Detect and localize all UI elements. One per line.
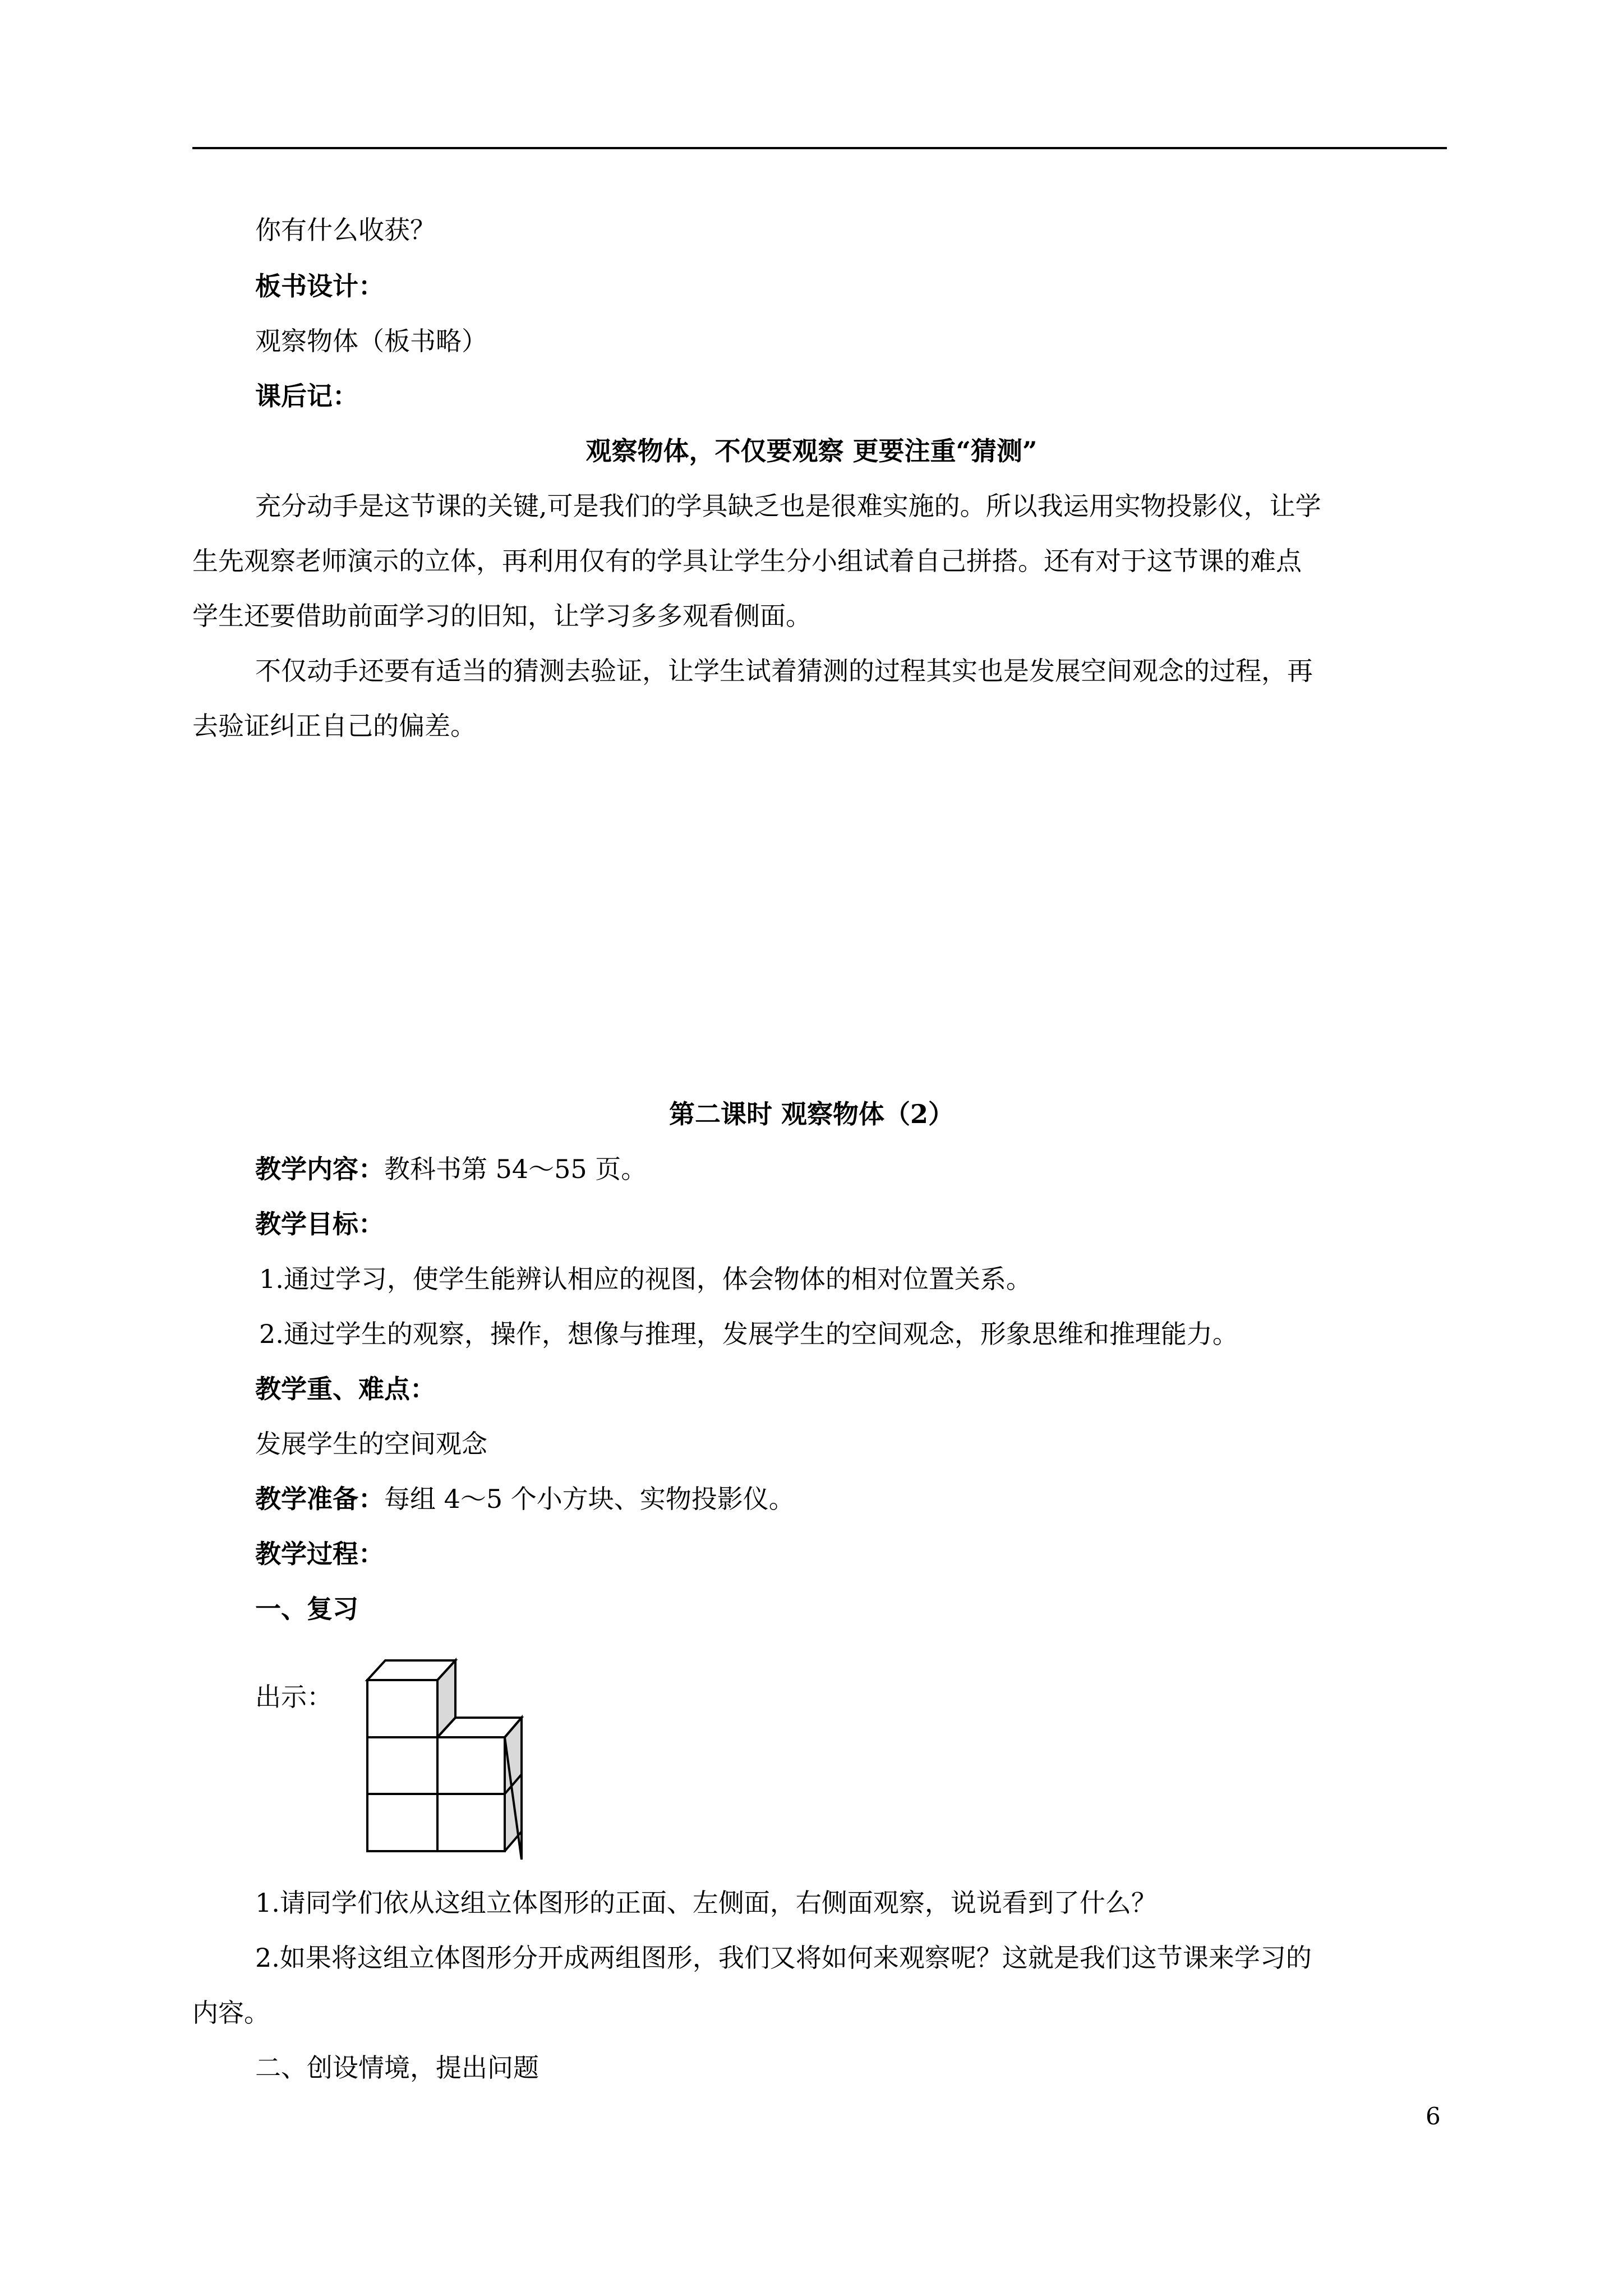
teaching-content bbox=[255, 1152, 647, 1186]
reflection-para1-line2: 生先观察老师演示的立体，再利用仅有的学具让学生分小组试着自己拼搭。还有对于这节课的难点 bbox=[192, 546, 1302, 576]
key-difficulty-value: 发展学生的空间观念 bbox=[255, 1429, 487, 1459]
reflection-para1-line1: 充分动手是这节课的关键,可是我们的学具缺乏也是很难实施的。所以我运用实物投影仪，让学 bbox=[255, 491, 1321, 521]
reflection-title: 观察物体，不仅要观察 更要注重“猜测” bbox=[585, 436, 1038, 466]
board-design-label: 板书设计： bbox=[255, 271, 384, 301]
reflection-para1-line3: 学生还要借助前面学习的旧知，让学习多多观看侧面。 bbox=[192, 601, 811, 631]
review-heading: 一、复习 bbox=[255, 1594, 358, 1624]
lesson2-title: 第二课时 观察物体（2） bbox=[668, 1099, 955, 1129]
cube-stack-figure bbox=[365, 1658, 533, 1860]
teaching-content-value: 教科书第 54～55 页。 bbox=[384, 1154, 647, 1184]
after-class-label: 课后记： bbox=[255, 381, 358, 411]
question-1: 1.请同学们依从这组立体图形的正面、左侧面，右侧面观察，说说看到了什么？ bbox=[255, 1888, 1157, 1918]
teaching-goal-2: 2.通过学生的观察，操作，想像与推理，发展学生的空间观念，形象思维和推理能力。 bbox=[259, 1319, 1238, 1349]
header-rule bbox=[192, 147, 1447, 149]
teaching-goal-1: 1.通过学习，使学生能辨认相应的视图，体会物体的相对位置关系。 bbox=[259, 1264, 1032, 1294]
question-2-line1: 2.如果将这组立体图形分开成两组图形，我们又将如何来观察呢？这就是我们这节课来学习的 bbox=[255, 1943, 1312, 1973]
reflection-para2-line2: 去验证纠正自己的偏差。 bbox=[192, 711, 476, 741]
page-number: 6 bbox=[1426, 2102, 1441, 2130]
reflection-para2-line1: 不仅动手还要有适当的猜测去验证，让学生试着猜测的过程其实也是发展空间观念的过程，再 bbox=[255, 656, 1313, 686]
teaching-prep-value: 每组 4～5 个小方块、实物投影仪。 bbox=[384, 1484, 795, 1514]
teaching-prep-label: 教学准备： bbox=[255, 1484, 384, 1514]
teaching-content-label: 教学内容： bbox=[255, 1154, 384, 1184]
step2-heading: 二、创设情境，提出问题 bbox=[255, 2053, 539, 2083]
show-label: 出示： bbox=[255, 1682, 333, 1712]
key-difficulty-label: 教学重、难点： bbox=[255, 1374, 436, 1404]
harvest-question: 你有什么收获？ bbox=[255, 215, 436, 245]
teaching-goal-label: 教学目标： bbox=[255, 1209, 384, 1239]
board-design-content: 观察物体（板书略） bbox=[255, 326, 487, 356]
question-2-line2: 内容。 bbox=[192, 1998, 270, 2028]
teaching-prep bbox=[255, 1482, 795, 1516]
teaching-process-label: 教学过程： bbox=[255, 1539, 384, 1569]
